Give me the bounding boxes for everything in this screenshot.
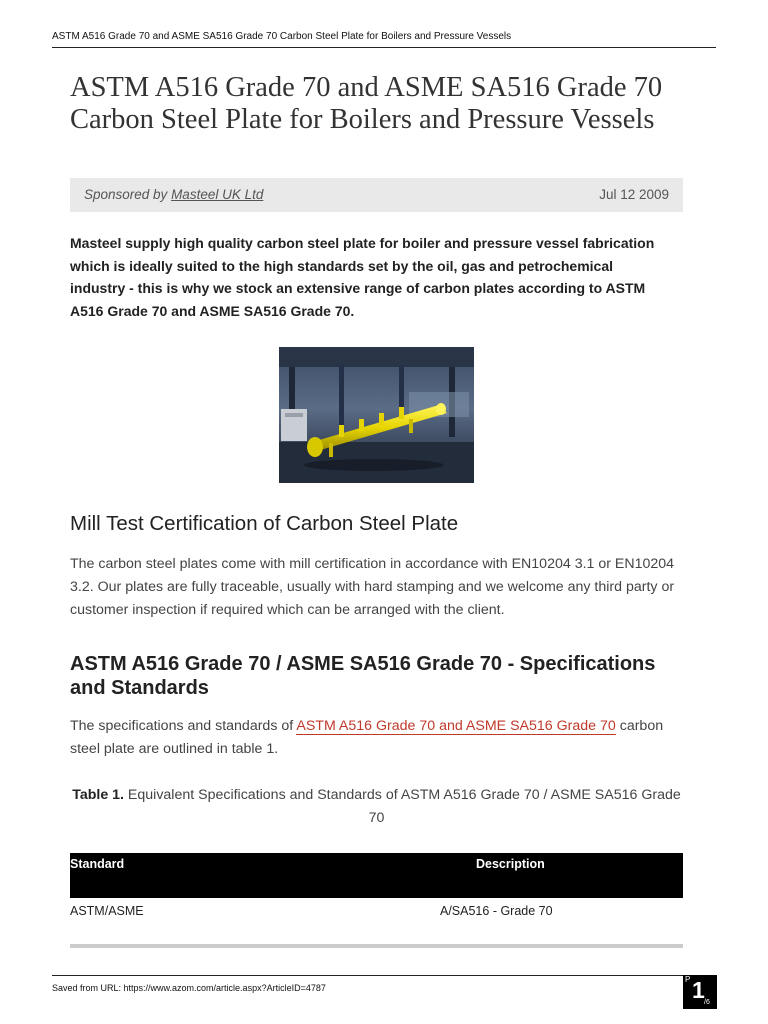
- table-row: [70, 898, 683, 924]
- sponsor-line: [84, 187, 263, 202]
- article-meta-bar: [70, 178, 683, 212]
- specifications-heading: ASTM A516 Grade 70 / ASME SA516 Grade 70 - Specifications and Standards: [70, 653, 656, 699]
- table-caption-label: Table 1.: [72, 787, 124, 803]
- table-caption-text: Equivalent Specifications and Standards of ASTM A516 Grade 70 / ASME SA516 Grade 70: [123, 787, 681, 826]
- page-number-badge: [683, 975, 717, 1009]
- table-cell-description: A/SA516 - Grade 70: [440, 904, 553, 918]
- header-divider: [52, 47, 716, 48]
- saved-from-url: Saved from URL: https://www.azom.com/article.aspx?ArticleID=4787: [52, 983, 326, 993]
- spec-link[interactable]: ASTM A516 Grade 70 and ASME SA516 Grade 70: [296, 718, 616, 734]
- page-prefix: P: [685, 975, 691, 984]
- table-header-row: [70, 853, 683, 898]
- table-bottom-border: [70, 944, 683, 948]
- table-cell-standard: ASTM/ASME: [70, 904, 144, 918]
- page-total: /6: [704, 999, 710, 1006]
- page-number: 1: [692, 977, 705, 1003]
- table-header-standard: Standard: [70, 857, 125, 871]
- spec-text-before: The specifications and standards of: [70, 718, 297, 734]
- specifications-paragraph: [70, 715, 685, 761]
- table-caption: [70, 784, 683, 830]
- spec-text-after: carbon steel plate are outlined in table 1.: [70, 718, 664, 757]
- sponsor-link[interactable]: Masteel UK Ltd: [171, 187, 264, 202]
- article-title: ASTM A516 Grade 70 and ASME SA516 Grade 70 Carbon Steel Plate for Boilers and Pressure Vessels: [70, 72, 663, 135]
- table-header-description: Description: [476, 857, 545, 871]
- sponsored-prefix: Sponsored by: [84, 187, 172, 202]
- pressure-vessel-photo: [279, 347, 474, 483]
- mill-certification-heading: Mill Test Certification of Carbon Steel Plate: [70, 512, 459, 535]
- intro-paragraph: Masteel supply high quality carbon steel plate for boiler and pressure vessel fabrication which is ideally suited to the high standards set by the oil, gas and petrochemical industry - this is why we stock an extensive range of carbon plates according to ASTM A516 Grade 70 and ASME SA516 Grade 70.: [70, 235, 655, 319]
- mill-certification-paragraph: The carbon steel plates come with mill certification in accordance with EN10204 3.1 or EN10204 3.2. Our plates are fully traceable, usually with hard stamping and we welcome any third party or customer inspection if required which can be arranged with the client.: [70, 556, 675, 618]
- running-header: ASTM A516 Grade 70 and ASME SA516 Grade 70 Carbon Steel Plate for Boilers and Pressure Vessels: [52, 31, 512, 42]
- article-date: Jul 12 2009: [599, 187, 669, 202]
- footer-divider: [52, 975, 716, 976]
- pressure-vessel-image: [279, 347, 474, 483]
